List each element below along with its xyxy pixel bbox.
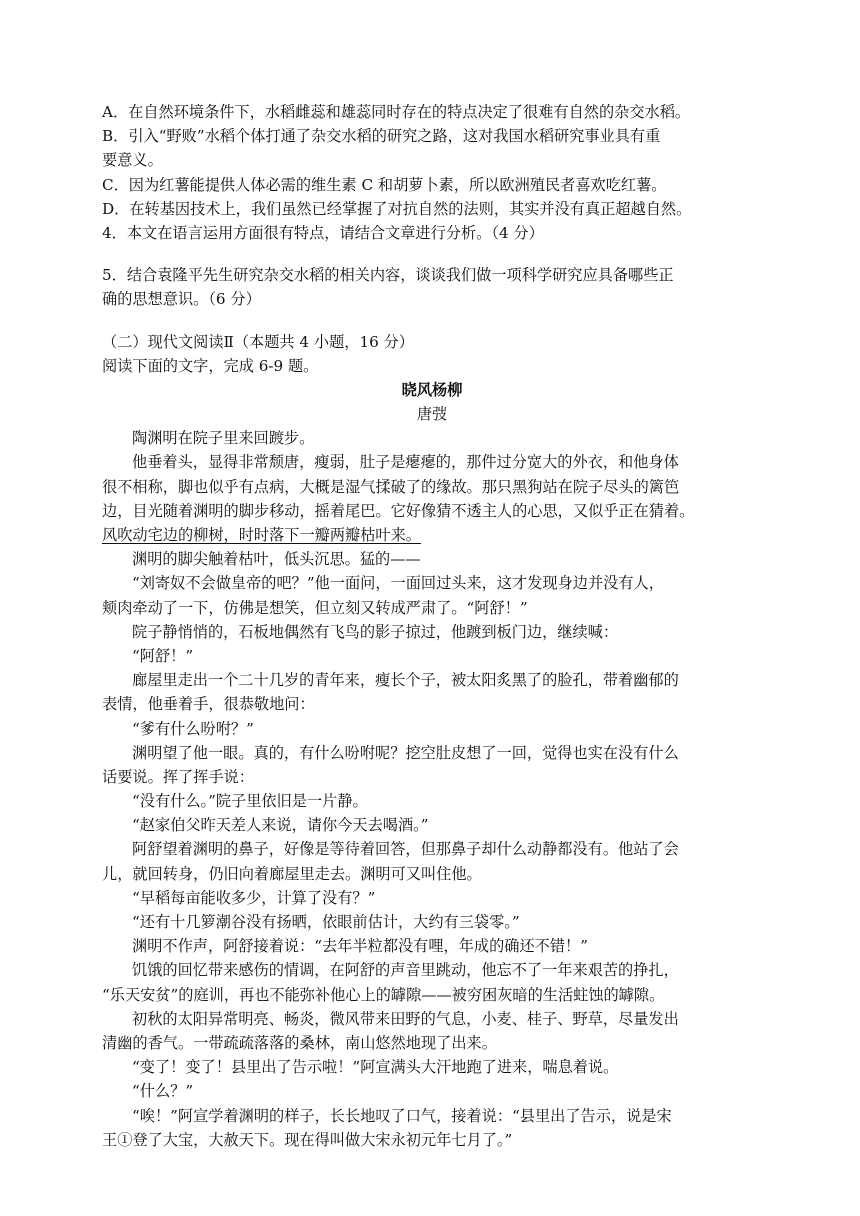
article-line: “唉！”阿宣学着渊明的样子，长长地叹了口气，接着说：“县里出了告示，说是宋 <box>132 1106 672 1125</box>
question-5-continued: 确的思想意识。（6 分） <box>102 290 261 309</box>
article-line: 很不相称，脚也似乎有点病，大概是湿气揉破了的缘故。那只黑狗站在院子尽头的篱笆 <box>102 477 680 496</box>
article-line: “爹有什么吩咐？” <box>132 719 254 738</box>
article-body <box>102 426 762 1152</box>
article-line: 渊明望了他一眼。真的，有什么吩咐呢？挖空肚皮想了一回，觉得也实在没有什么 <box>132 743 679 762</box>
article-line: 阿舒望着渊明的鼻子，好像是等待着回答，但那鼻子却什么动静都没有。他站了会 <box>132 840 679 859</box>
section-heading: （二）现代文阅读Ⅱ（本题共 4 小题，16 分） <box>102 332 414 351</box>
question-4: 4．本文在语言运用方面很有特点，请结合文章进行分析。（4 分） <box>102 223 544 242</box>
section-instruction: 阅读下面的文字，完成 6-9 题。 <box>102 356 319 375</box>
article-author: 唐弢 <box>416 405 448 424</box>
article-line: 清幽的香气。一带疏疏落落的桑林，南山悠然地现了出来。 <box>102 1033 497 1052</box>
article-line: “早稻每亩能收多少，计算了没有？” <box>132 888 376 907</box>
article-title: 晓风杨柳 <box>401 380 463 399</box>
article-line: “还有十几箩潮谷没有扬晒，依眼前估计，大约有三袋零。” <box>132 913 520 931</box>
article-line: 表情，他垂着手，很恭敬地问： <box>102 695 315 714</box>
article-line: 陶渊明在院子里来回踱步。 <box>132 429 315 448</box>
article-line: “赵家伯父昨天差人来说，请你今天去喝酒。” <box>132 816 429 835</box>
article-line: 边，目光随着渊明的脚步移动，摇着尾巴。它好像猜不透主人的心思，又似乎正在猜着。 <box>102 501 695 520</box>
article-line: 渊明不作声，阿舒接着说：“去年半粒都没有哩，年成的确还不错！” <box>132 937 588 956</box>
article-line <box>102 523 762 547</box>
option-b: B．引入“野败”水稻个体打通了杂交水稻的研究之路，这对我国水稻研究事业具有重 <box>102 127 661 146</box>
article-line: 话要说。挥了挥手说： <box>102 767 254 786</box>
article-line: “阿舒！” <box>132 646 194 665</box>
article-line: 初秋的太阳异常明亮、畅炎，微风带来田野的气息，小麦、桂子、野草，尽量发出 <box>132 1009 679 1028</box>
option-d: D．在转基因技术上，我们虽然已经掌握了对抗自然的法则，其实并没有真正超越自然。 <box>102 199 692 218</box>
article-line: 院子静悄悄的，石板地偶然有飞鸟的影子掠过，他踱到板门边，继续喊： <box>132 622 618 641</box>
article-line: 饥饿的回忆带来感伤的情调，在阿舒的声音里跳动，他忘不了一年来艰苦的挣扎， <box>132 961 679 980</box>
article-line: 渊明的脚尖触着枯叶，低头沉思。猛的—— <box>132 550 421 569</box>
exam-page <box>102 100 762 1152</box>
option-b-continued: 要意义。 <box>102 151 163 170</box>
article-line: 颊肉牵动了一下，仿佛是想笑，但立刻又转成严肃了。“阿舒！” <box>102 598 528 617</box>
option-c: C．因为红薯能提供人体必需的维生素 C 和胡萝卜素，所以欧洲殖民者喜欢吃红薯。 <box>102 175 667 194</box>
article-line: 他垂着头，显得非常颓唐，瘦弱，肚子是瘪瘪的，那件过分宽大的外衣，和他身体 <box>132 453 679 472</box>
underlined-sentence: 风吹动宅边的柳树，时时落下一瓣两瓣枯叶来。 <box>102 526 421 544</box>
article-line: “什么？” <box>132 1082 194 1101</box>
article-line: “乐天安贫”的庭训，再也不能弥补他心上的罅隙——被穷困灰暗的生活蛀蚀的罅隙。 <box>102 985 665 1004</box>
question-5: 5．结合袁隆平先生研究杂交水稻的相关内容，谈谈我们做一项科学研究应具备哪些正 <box>102 266 674 285</box>
article-line: 儿，就回转身，仍旧向着廊屋里走去。渊明可又叫住他。 <box>102 864 482 883</box>
article-line: “变了！变了！县里出了告示啦！”阿宣满头大汗地跑了进来，喘息着说。 <box>132 1058 619 1077</box>
option-a: A．在自然环境条件下，水稻雌蕊和雄蕊同时存在的特点决定了很难有自然的杂交水稻。 <box>102 103 691 121</box>
article-line: 王①登了大宝，大赦天下。现在得叫做大宋永初元年七月了。” <box>102 1130 513 1149</box>
article-line: “刘寄奴不会做皇帝的吧？”他一面问，一面回过头来，这才发现身边并没有人， <box>132 574 664 593</box>
article-line: “没有什么。”院子里依旧是一片静。 <box>132 792 368 811</box>
article-line: 廊屋里走出一个二十几岁的青年来，瘦长个子，被太阳炙黑了的脸孔，带着幽郁的 <box>132 671 679 690</box>
